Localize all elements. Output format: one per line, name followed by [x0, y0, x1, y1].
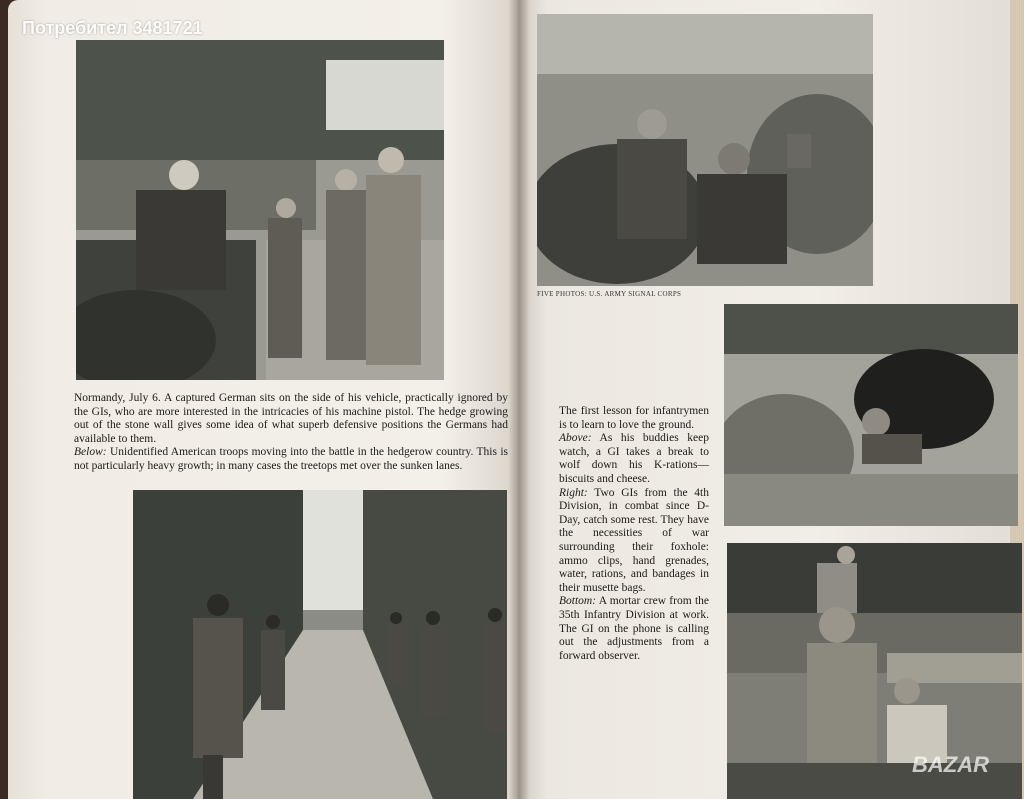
book-gutter: [508, 0, 530, 799]
right-caption-right-label: Right:: [559, 486, 588, 499]
right-caption-intro: The first lesson for infantrymen is to learn to love the ground.: [559, 405, 709, 431]
right-caption-bottom-text: A mortar crew from the 35th Infantry Division at work. The GI on the phone is calling out the adjustments from a forward observer.: [559, 595, 709, 662]
bazar-logo: BAZAR: [912, 752, 989, 777]
photo-credit: FIVE PHOTOS: U.S. ARMY SIGNAL CORPS: [537, 290, 682, 298]
left-caption-below-text: Unidentified American troops moving into the battle in the hedgerow country. This is not particularly heavy growth; in many cases the treetops met over the sunken lanes.: [74, 446, 508, 472]
right-caption-right-text: Two GIs from the 4th Division, in combat since D-Day, catch some rest. They have the necessities of war surrounding their foxhole: ammo clips, hand grenades, water, rations, and bandages in their musette bags.: [559, 486, 709, 594]
left-caption-main: Normandy, July 6. A captured German sits on the side of his vehicle, practically ignored by the GIs, who are more interested in the intricacies of his machine pistol. The hedge growing out of the stone wall gives some idea of what superb defensive positions the Germans had available to them.: [74, 392, 508, 445]
k-rations-foxhole-photo: [537, 14, 873, 286]
right-caption-bottom-label: Bottom:: [559, 595, 597, 608]
captured-german-photo: [76, 40, 444, 380]
right-caption: [559, 405, 709, 663]
user-watermark: Потребител 3481721: [22, 18, 203, 38]
resting-foxhole-photo: [724, 304, 1018, 526]
right-caption-above-label: Above:: [559, 432, 592, 445]
hedgerow-road-photo: [133, 490, 507, 799]
left-caption: [74, 392, 508, 474]
right-caption-above-text: As his buddies keep watch, a GI takes a break to wolf down his K-rations—biscuits and cheese.: [559, 432, 709, 485]
left-caption-below-label: Below:: [74, 446, 107, 459]
